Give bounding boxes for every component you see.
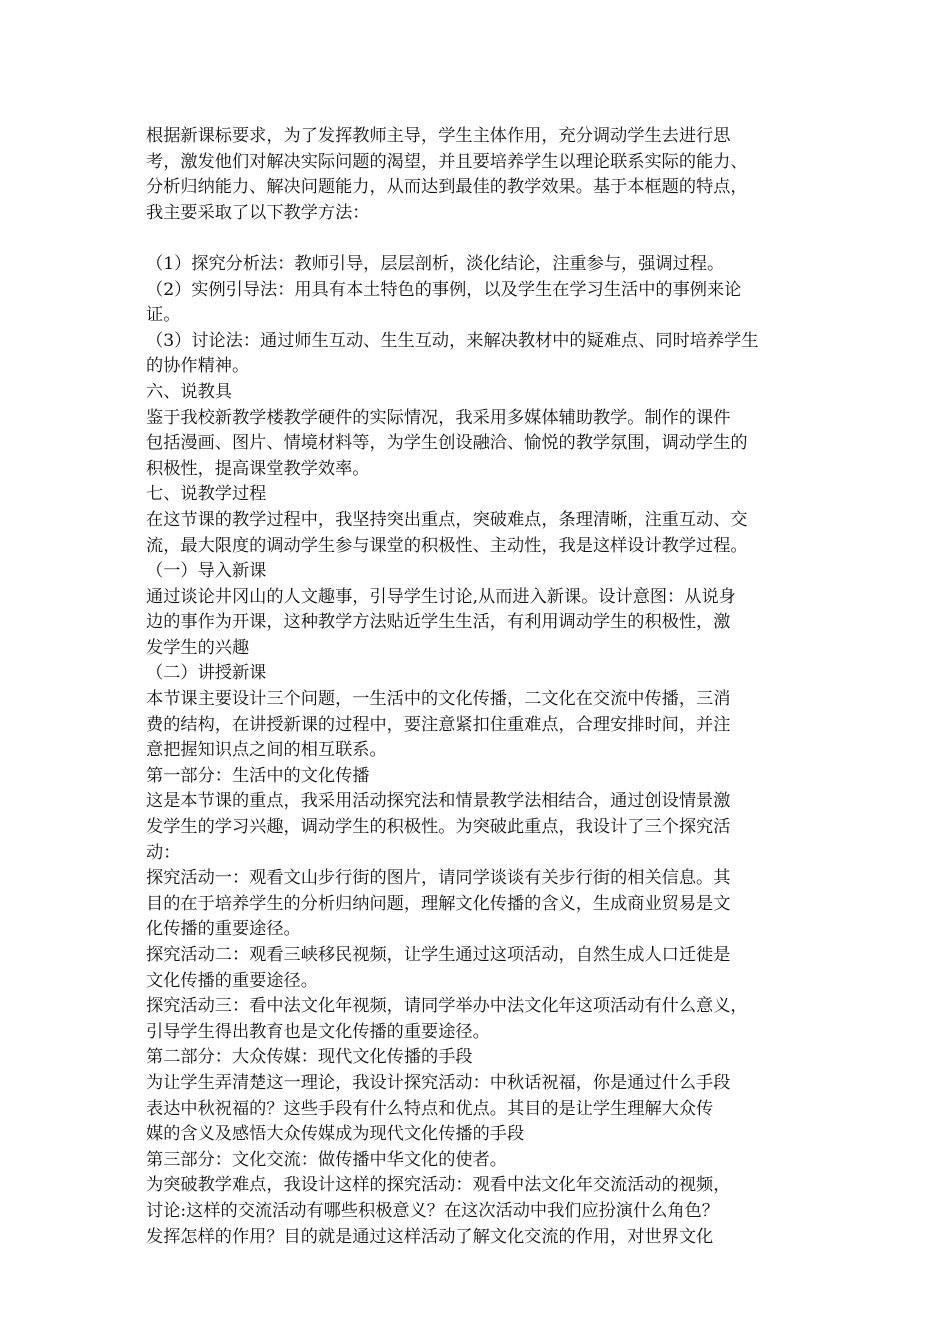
text-line: 表达中秋祝福的？这些手段有什么特点和优点。其目的是让学生理解大众传 bbox=[146, 1098, 714, 1119]
text-line: 流，最大限度的调动学生参与课堂的积极性、主动性，我是这样设计教学过程。 bbox=[146, 535, 748, 556]
text-line: 证。 bbox=[146, 305, 181, 326]
text-line: （3）讨论法：通过师生互动、生生互动，来解决教材中的疑难点、同时培养学生 bbox=[146, 330, 759, 351]
text-line: 目的在于培养学生的分析归纳问题，理解文化传播的含义，生成商业贸易是文 bbox=[146, 893, 731, 914]
text-line: 文化传播的重要途径。 bbox=[146, 970, 318, 991]
text-line: 发学生的兴趣 bbox=[146, 637, 250, 658]
text-line: 探究活动三：看中法文化年视频，请同学举办中法文化年这项活动有什么意义， bbox=[146, 996, 748, 1017]
text-line: 费的结构，在讲授新课的过程中，要注意紧扣住重难点，合理安排时间，并注 bbox=[146, 714, 731, 735]
text-line: 包括漫画、图片、情境材料等，为学生创设融洽、愉悦的教学氛围，调动学生的 bbox=[146, 433, 748, 454]
text-line: 在这节课的教学过程中，我坚持突出重点，突破难点，条理清晰，注重互动、交 bbox=[146, 509, 748, 530]
text-line: （二）讲授新课 bbox=[146, 663, 267, 684]
text-line: 六、说教具 bbox=[146, 381, 232, 402]
text-line: 本节课主要设计三个问题，一生活中的文化传播，二文化在交流中传播，三消 bbox=[146, 689, 731, 710]
text-line: 发挥怎样的作用？目的就是通过这样活动了解文化交流的作用，对世界文化 bbox=[146, 1226, 714, 1247]
text-line: 边的事作为开课，这种教学方法贴近学生生活，有利用调动学生的积极性，激 bbox=[146, 612, 731, 633]
text-line: 化传播的重要途径。 bbox=[146, 919, 301, 940]
blank-line bbox=[146, 226, 826, 252]
text-line: （1）探究分析法：教师引导，层层剖析，淡化结论，注重参与，强调过程。 bbox=[146, 253, 725, 274]
text-line: 探究活动二：观看三峡移民视频，让学生通过这项活动，自然生成人口迁徙是 bbox=[146, 945, 731, 965]
text-line: 媒的含义及感悟大众传媒成为现代文化传播的手段 bbox=[146, 1124, 525, 1145]
text-line: 我主要采取了以下教学方法： bbox=[146, 202, 370, 223]
text-line: （一）导入新课 bbox=[146, 561, 267, 582]
text-line: 为让学生弄清楚这一理论，我设计探究活动：中秋话祝福，你是通过什么手段 bbox=[146, 1072, 731, 1093]
text-line: 意把握知识点之间的相互联系。 bbox=[146, 740, 387, 761]
text-line: 发学生的学习兴趣，调动学生的积极性。为突破此重点，我设计了三个探究活 bbox=[146, 817, 731, 838]
text-line: 这是本节课的重点，我采用活动探究法和情景教学法相结合，通过创设情景激 bbox=[146, 791, 731, 812]
text-line: 积极性，提高课堂教学效率。 bbox=[146, 458, 370, 479]
text-line: 第二部分：大众传媒：现代文化传播的手段 bbox=[146, 1047, 473, 1068]
text-line: 七、说教学过程 bbox=[146, 484, 267, 505]
text-line: 通过谈论井冈山的人文趣事，引导学生讨论,从而进入新课。设计意图：从说身 bbox=[146, 586, 736, 607]
text-line: 的协作精神。 bbox=[146, 356, 250, 377]
text-line: 考，激发他们对解决实际问题的渴望，并且要培养学生以理论联系实际的能力、 bbox=[146, 151, 748, 172]
document-body bbox=[146, 124, 826, 1250]
text-line: 探究活动一：观看文山步行街的图片，请同学谈谈有关步行街的相关信息。其 bbox=[146, 868, 731, 889]
text-line: 第三部分：文化交流：做传播中华文化的使者。 bbox=[146, 1149, 507, 1170]
text-line: 动： bbox=[146, 842, 181, 863]
text-line: 分析归纳能力、解决问题能力，从而达到最佳的教学效果。基于本框题的特点， bbox=[146, 177, 748, 198]
text-line: 引导学生得出教育也是文化传播的重要途径。 bbox=[146, 1021, 490, 1042]
text-line: 根据新课标要求，为了发挥教师主导，学生主体作用，充分调动学生去进行思 bbox=[146, 126, 731, 146]
text-line: 鉴于我校新教学楼教学硬件的实际情况，我采用多媒体辅助教学。制作的课件 bbox=[146, 407, 731, 428]
text-line: 第一部分：生活中的文化传播 bbox=[146, 765, 370, 786]
text-line: 为突破教学难点，我设计这样的探究活动：观看中法文化年交流活动的视频， bbox=[146, 1175, 731, 1196]
text-line: （2）实例引导法：用具有本土特色的事例，以及学生在学习生活中的事例来论 bbox=[146, 279, 742, 300]
text-line: 讨论:这样的交流活动有哪些积极意义？在这次活动中我们应扮演什么角色？ bbox=[146, 1200, 719, 1221]
